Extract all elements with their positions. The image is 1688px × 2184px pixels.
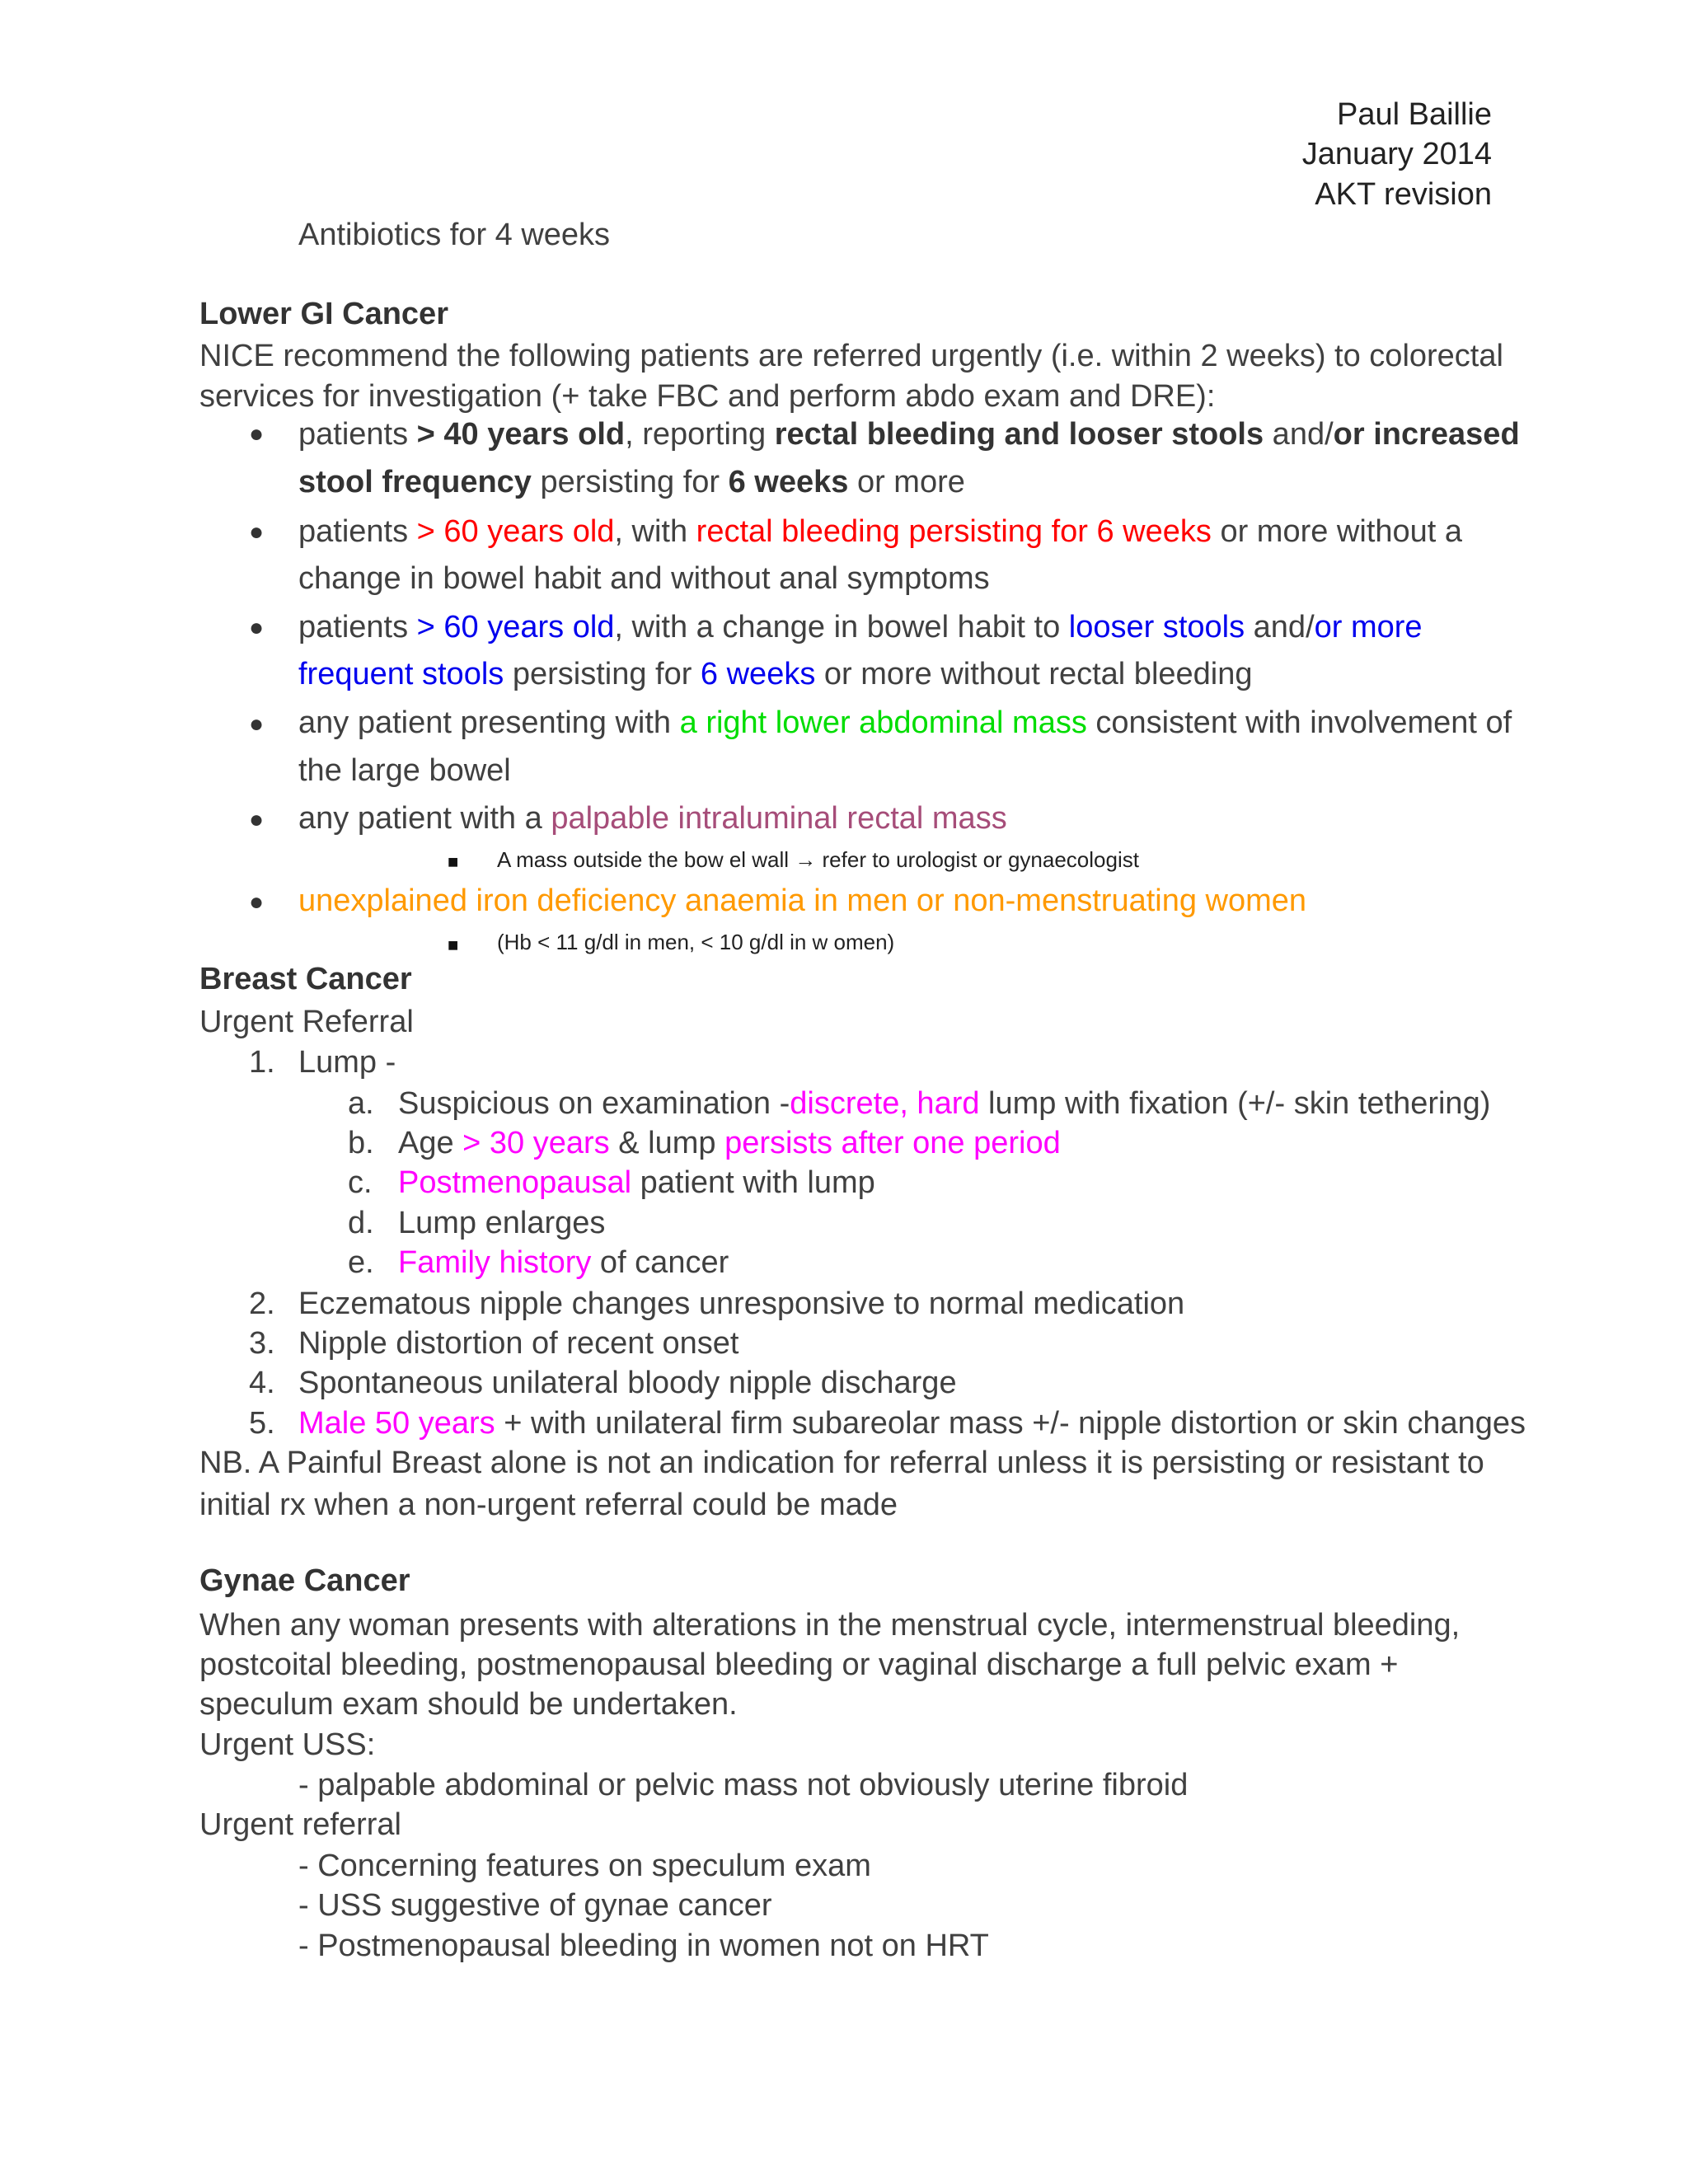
lower-gi-bullet-3-line2 xyxy=(298,657,1253,693)
text-span: , with xyxy=(614,514,696,549)
text-span: Age xyxy=(398,1126,463,1160)
breast-item-5 xyxy=(298,1406,1526,1442)
list-letter: b. xyxy=(348,1126,374,1160)
breast-nb-line2: initial rx when a non-urgent referral could be made xyxy=(199,1488,898,1522)
text-span: palpable intraluminal rectal mass xyxy=(551,801,1007,836)
gynae-referral-item: - Concerning features on speculum exam xyxy=(298,1849,871,1883)
lower-gi-intro-line1: NICE recommend the following patients are referred urgently (i.e. within 2 weeks) to colorectal xyxy=(199,339,1503,373)
gynae-intro-line1: When any woman presents with alterations in the menstrual cycle, intermenstrual bleeding, xyxy=(199,1608,1461,1643)
gynae-referral-item: - USS suggestive of gynae cancer xyxy=(298,1888,772,1923)
lower-gi-bullet-4-line2: the large bowel xyxy=(298,753,511,788)
lower-gi-bullet-2-line2: change in bowel habit and without anal symptoms xyxy=(298,561,990,596)
list-letter: c. xyxy=(348,1165,373,1200)
text-span: Male 50 years xyxy=(298,1406,495,1441)
text-span: consistent with involvement of xyxy=(1086,705,1512,740)
text-span: > 30 years xyxy=(462,1126,610,1160)
text-span: and/ xyxy=(1264,417,1334,452)
gynae-uss-item: - palpable abdominal or pelvic mass not obviously uterine fibroid xyxy=(298,1768,1189,1802)
text-span: a right lower abdominal mass xyxy=(679,705,1087,740)
intro-line: Antibiotics for 4 weeks xyxy=(298,218,611,252)
text-span: + with unilateral firm subareolar mass +/- nipple distortion or skin changes xyxy=(495,1406,1526,1441)
list-number: 2. xyxy=(249,1286,275,1321)
text-span: patients xyxy=(298,417,417,452)
bullet-icon: ● xyxy=(249,420,265,448)
text-span: 6 weeks xyxy=(728,465,849,499)
gynae-uss-label: Urgent USS: xyxy=(199,1727,376,1762)
text-span: patient with lump xyxy=(631,1165,875,1200)
text-span: rectal bleeding and looser stools xyxy=(774,417,1264,452)
text-span: > 60 years old xyxy=(416,610,615,644)
breast-item-1a xyxy=(398,1086,1490,1122)
text-span: persists after one period xyxy=(724,1126,1061,1160)
header-author: Paul Baillie xyxy=(1337,97,1492,132)
lower-gi-bullet-5-sub: A mass outside the bow el wall → refer to urologist or gynaecologist xyxy=(497,847,1139,872)
lower-gi-bullet-2 xyxy=(298,514,1462,551)
text-span: Postmenopausal xyxy=(398,1165,632,1200)
breast-item-1c xyxy=(398,1165,875,1202)
breast-item-2: Eczematous nipple changes unresponsive to normal medication xyxy=(298,1286,1185,1321)
bullet-icon: ● xyxy=(249,614,265,641)
text-span: persisting for xyxy=(531,465,729,499)
square-bullet-icon: ■ xyxy=(448,851,459,872)
text-span: Family history xyxy=(398,1245,592,1280)
header-date: January 2014 xyxy=(1301,137,1492,171)
list-number: 5. xyxy=(249,1406,275,1441)
square-bullet-icon: ■ xyxy=(448,935,459,955)
bullet-icon: ● xyxy=(249,806,265,833)
gynae-intro-line2: postcoital bleeding, postmenopausal bleeding or vaginal discharge a full pelvic exam + xyxy=(199,1647,1399,1682)
text-span: , with a change in bowel habit to xyxy=(614,610,1069,644)
text-span: , reporting xyxy=(625,417,775,452)
lower-gi-bullet-3 xyxy=(298,610,1423,646)
list-number: 4. xyxy=(249,1366,275,1400)
gynae-referral-item: - Postmenopausal bleeding in women not on HRT xyxy=(298,1929,989,1963)
text-span: persisting for xyxy=(504,657,701,691)
text-span: patients xyxy=(298,514,417,549)
text-span: patients xyxy=(298,610,417,644)
text-span: or more without rectal bleeding xyxy=(815,657,1253,691)
lower-gi-bullet-4 xyxy=(298,705,1512,742)
text-span: Suspicious on examination - xyxy=(398,1086,790,1121)
text-span: any patient with a xyxy=(298,801,551,836)
gynae-heading: Gynae Cancer xyxy=(199,1563,410,1598)
text-span: looser stools xyxy=(1068,610,1245,644)
text-span: > 40 years old xyxy=(416,417,626,452)
list-letter: d. xyxy=(348,1206,374,1240)
breast-subtitle: Urgent Referral xyxy=(199,1005,414,1039)
list-number: 3. xyxy=(249,1326,275,1361)
text-span: lump with fixation (+/- skin tethering) xyxy=(979,1086,1491,1121)
breast-item-1d: Lump enlarges xyxy=(398,1206,606,1240)
text-span: or more without a xyxy=(1211,514,1463,549)
bullet-icon: ● xyxy=(249,710,265,738)
breast-heading: Breast Cancer xyxy=(199,962,412,996)
lower-gi-intro-line2: services for investigation (+ take FBC and perform abdo exam and DRE): xyxy=(199,379,1216,414)
text-span: > 60 years old xyxy=(416,514,615,549)
text-span: and/ xyxy=(1245,610,1315,644)
text-span: or more xyxy=(848,465,965,499)
text-span: any patient presenting with xyxy=(298,705,680,740)
text-span: or more xyxy=(1314,610,1423,644)
text-span: frequent stools xyxy=(298,657,504,691)
lower-gi-bullet-1 xyxy=(298,417,1520,453)
text-span: 6 weeks xyxy=(700,657,816,691)
list-letter: e. xyxy=(348,1245,374,1280)
lower-gi-bullet-5 xyxy=(298,801,1007,837)
gynae-referral-label: Urgent referral xyxy=(199,1807,401,1842)
header-subject: AKT revision xyxy=(1315,177,1492,212)
breast-item-3: Nipple distortion of recent onset xyxy=(298,1326,739,1361)
breast-item-4: Spontaneous unilateral bloody nipple discharge xyxy=(298,1366,957,1400)
breast-nb-line1: NB. A Painful Breast alone is not an indication for referral unless it is persisting or resistant to xyxy=(199,1446,1484,1480)
bullet-icon: ● xyxy=(249,518,265,546)
text-span: of cancer xyxy=(591,1245,729,1280)
list-number: 1. xyxy=(249,1045,275,1080)
bullet-icon: ● xyxy=(249,888,265,916)
lower-gi-bullet-6: unexplained iron deficiency anaemia in men or non-menstruating women xyxy=(298,883,1307,918)
text-span: or increased xyxy=(1333,417,1520,452)
lower-gi-bullet-1-line2 xyxy=(298,465,965,501)
text-span: rectal bleeding persisting for 6 weeks xyxy=(696,514,1212,549)
breast-item-1: Lump - xyxy=(298,1045,396,1080)
lower-gi-heading: Lower GI Cancer xyxy=(199,297,448,331)
text-span: stool frequency xyxy=(298,465,532,499)
text-span: discrete, hard xyxy=(790,1086,980,1121)
gynae-intro-line3: speculum exam should be undertaken. xyxy=(199,1687,738,1722)
lower-gi-bullet-6-sub: (Hb < 11 g/dl in men, < 10 g/dl in w omen) xyxy=(497,930,895,954)
text-span: & lump xyxy=(609,1126,725,1160)
breast-item-1e xyxy=(398,1245,729,1282)
list-letter: a. xyxy=(348,1086,374,1121)
breast-item-1b xyxy=(398,1126,1061,1162)
